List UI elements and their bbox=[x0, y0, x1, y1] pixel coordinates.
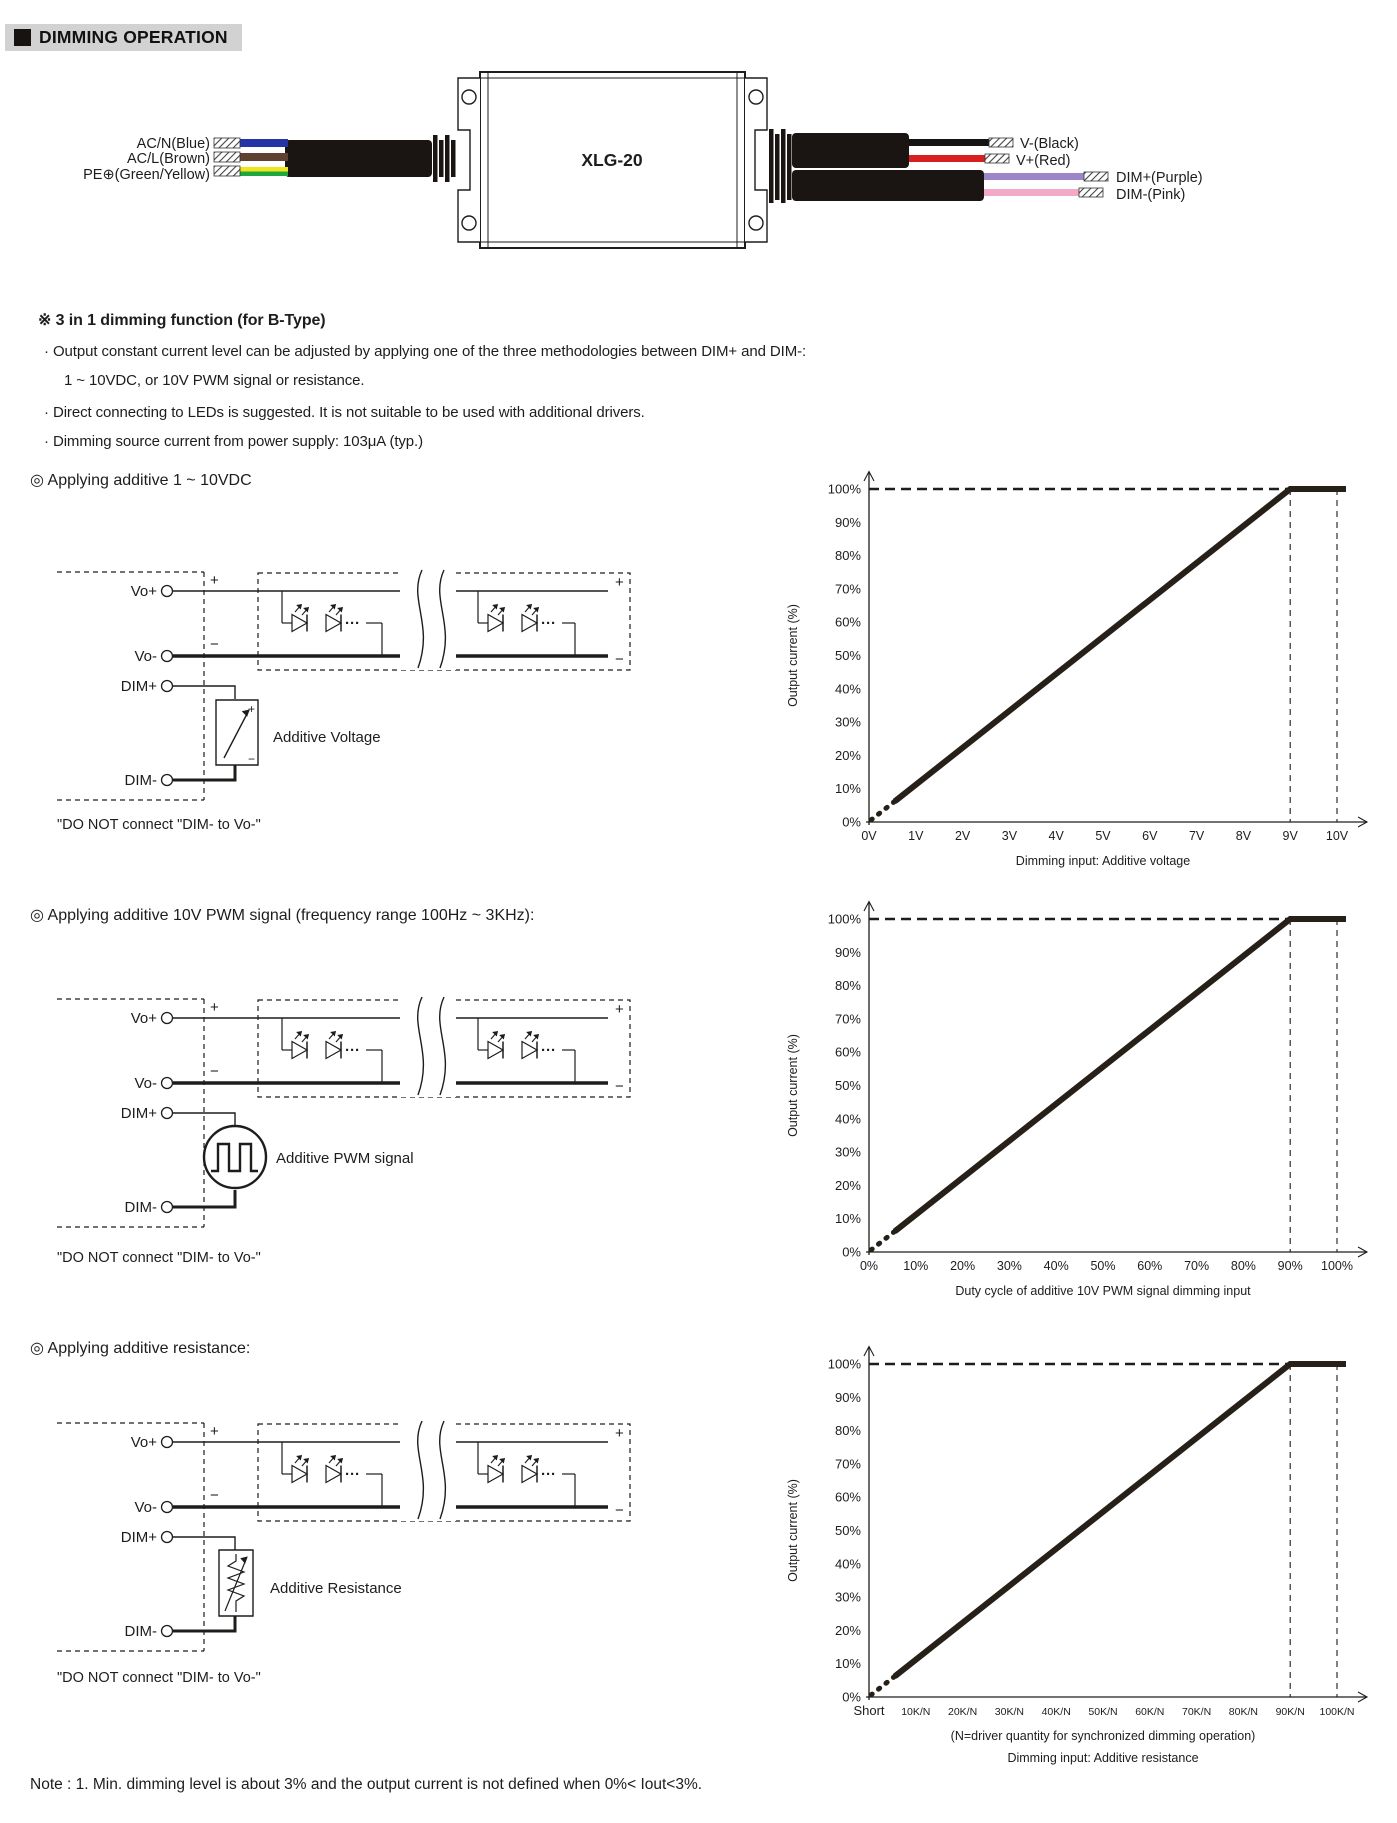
section-heading-additive-resistance: ◎ Applying additive resistance: bbox=[30, 1340, 251, 1357]
svg-text:+: + bbox=[210, 999, 219, 1016]
svg-text:30%: 30% bbox=[834, 1589, 861, 1605]
wire-v-plus-red bbox=[909, 155, 985, 162]
svg-text:Vo-: Vo- bbox=[134, 1499, 157, 1516]
svg-text:80%: 80% bbox=[1230, 1259, 1256, 1273]
svg-text:40%: 40% bbox=[834, 681, 861, 697]
intro-bullet-1b: 1 ~ 10VDC, or 10V PWM signal or resistance. bbox=[64, 372, 365, 389]
svg-text:90%: 90% bbox=[834, 514, 861, 530]
svg-text:20%: 20% bbox=[950, 1259, 976, 1273]
svg-text:−: − bbox=[247, 752, 255, 766]
wire-pe-yellow bbox=[240, 167, 288, 172]
section-heading-additive-pwm: ◎ Applying additive 10V PWM signal (frequency range 100Hz ~ 3KHz): bbox=[30, 907, 535, 924]
wire-pe-green bbox=[240, 172, 288, 177]
intro-bullet-1: · Output constant current level can be adjusted by applying one of the three methodologies between DIM+ and DIM-: bbox=[44, 343, 807, 360]
svg-text:DIM+: DIM+ bbox=[120, 1105, 157, 1122]
svg-text:0%: 0% bbox=[842, 1689, 861, 1705]
svg-text:Output current (%): Output current (%) bbox=[786, 1034, 800, 1137]
label-ac-n: AC/N(Blue) bbox=[136, 136, 210, 152]
svg-text:Additive Resistance: Additive Resistance bbox=[270, 1580, 402, 1597]
warning-additive-voltage: "DO NOT connect "DIM- to Vo-" bbox=[57, 817, 261, 833]
svg-text:100%: 100% bbox=[827, 911, 861, 927]
wire-ac-n-blue bbox=[240, 139, 288, 147]
input-cable bbox=[83, 135, 455, 183]
svg-text:3V: 3V bbox=[1001, 829, 1018, 843]
svg-text:70%: 70% bbox=[834, 1456, 861, 1472]
label-ac-l: AC/L(Brown) bbox=[127, 151, 210, 167]
chart-additive-resistance bbox=[700, 1335, 1390, 1795]
svg-text:0%: 0% bbox=[859, 1259, 879, 1273]
bottom-note: Note : 1. Min. dimming level is about 3% and the output current is not defined when 0%< Iout<3%. bbox=[30, 1776, 703, 1793]
svg-text:Vo-: Vo- bbox=[134, 648, 157, 665]
svg-text:9V: 9V bbox=[1282, 829, 1298, 843]
circuit-diagram-additive-pwm bbox=[30, 987, 690, 1237]
svg-text:Dimming input: Additive voltag: Dimming input: Additive voltage bbox=[1015, 854, 1191, 868]
svg-text:40%: 40% bbox=[1043, 1259, 1069, 1273]
label-v-minus: V-(Black) bbox=[1020, 136, 1079, 152]
wire-dim-plus-purple bbox=[984, 173, 1084, 180]
svg-text:90%: 90% bbox=[834, 944, 861, 960]
svg-text:30%: 30% bbox=[834, 1144, 861, 1160]
svg-text:Short: Short bbox=[853, 1703, 885, 1718]
svg-text:10%: 10% bbox=[834, 1211, 861, 1227]
svg-text:70K/N: 70K/N bbox=[1182, 1706, 1212, 1718]
svg-text:···: ··· bbox=[345, 1042, 360, 1059]
svg-text:0V: 0V bbox=[861, 829, 877, 843]
intro-bullet-3: · Dimming source current from power supply: 103μA (typ.) bbox=[44, 433, 424, 450]
svg-text:20%: 20% bbox=[834, 1177, 861, 1193]
chart-additive-voltage bbox=[700, 460, 1390, 890]
svg-text:6V: 6V bbox=[1142, 829, 1158, 843]
warning-additive-pwm: "DO NOT connect "DIM- to Vo-" bbox=[57, 1250, 261, 1266]
label-dim-plus: DIM+(Purple) bbox=[1116, 170, 1203, 186]
circuit-diagram-additive-voltage bbox=[30, 560, 690, 810]
svg-text:80%: 80% bbox=[834, 978, 861, 994]
svg-text:10%: 10% bbox=[834, 1656, 861, 1672]
wiring-diagram bbox=[0, 55, 1397, 273]
svg-text:DIM+: DIM+ bbox=[120, 1529, 157, 1546]
page-title: DIMMING OPERATION bbox=[39, 27, 228, 47]
svg-text:−: − bbox=[210, 1487, 219, 1504]
svg-text:−: − bbox=[210, 636, 219, 653]
strain-relief-right bbox=[769, 129, 792, 203]
svg-text:+: + bbox=[247, 702, 255, 716]
dimming-function-heading: ※ 3 in 1 dimming function (for B-Type) bbox=[38, 312, 326, 329]
svg-text:40%: 40% bbox=[834, 1111, 861, 1127]
svg-text:7V: 7V bbox=[1188, 829, 1205, 843]
svg-text:100K/N: 100K/N bbox=[1319, 1706, 1355, 1718]
svg-text:20%: 20% bbox=[834, 1622, 861, 1638]
mounting-ear-right bbox=[745, 78, 767, 242]
chart-additive-pwm bbox=[700, 890, 1390, 1320]
svg-text:70%: 70% bbox=[834, 1011, 861, 1027]
svg-text:30K/N: 30K/N bbox=[994, 1706, 1024, 1718]
svg-text:10%: 10% bbox=[903, 1259, 929, 1273]
svg-text:···: ··· bbox=[541, 1466, 556, 1483]
svg-text:Vo+: Vo+ bbox=[130, 583, 157, 600]
svg-text:70%: 70% bbox=[834, 581, 861, 597]
svg-text:Additive PWM signal: Additive PWM signal bbox=[276, 1150, 414, 1167]
wire-v-minus-black bbox=[909, 139, 989, 146]
svg-text:60%: 60% bbox=[834, 614, 861, 630]
svg-text:2V: 2V bbox=[954, 829, 971, 843]
svg-text:20%: 20% bbox=[834, 747, 861, 763]
svg-text:···: ··· bbox=[345, 1466, 360, 1483]
svg-text:DIM-: DIM- bbox=[124, 772, 157, 789]
mounting-ear-left bbox=[458, 78, 480, 242]
svg-text:−: − bbox=[615, 1078, 624, 1095]
output-cable-v bbox=[792, 133, 909, 168]
label-dim-minus: DIM-(Pink) bbox=[1116, 187, 1186, 203]
svg-text:Vo-: Vo- bbox=[134, 1075, 157, 1092]
intro-bullet-2: · Direct connecting to LEDs is suggested. It is not suitable to be used with additional drivers. bbox=[44, 404, 645, 421]
svg-text:+: + bbox=[615, 1425, 624, 1442]
svg-text:100%: 100% bbox=[1321, 1259, 1353, 1273]
svg-text:20K/N: 20K/N bbox=[948, 1706, 978, 1718]
strain-relief-left bbox=[433, 135, 456, 182]
svg-text:60K/N: 60K/N bbox=[1135, 1706, 1165, 1718]
svg-text:90%: 90% bbox=[834, 1389, 861, 1405]
svg-text:0%: 0% bbox=[842, 1244, 861, 1260]
svg-text:60%: 60% bbox=[1137, 1259, 1163, 1273]
svg-text:···: ··· bbox=[541, 615, 556, 632]
svg-text:4V: 4V bbox=[1048, 829, 1064, 843]
svg-text:100%: 100% bbox=[827, 1356, 861, 1372]
svg-text:50%: 50% bbox=[834, 1523, 861, 1538]
wire-ac-l-brown bbox=[240, 153, 288, 161]
wire-dim-minus-pink bbox=[984, 189, 1079, 196]
svg-text:−: − bbox=[615, 1502, 624, 1519]
svg-text:50K/N: 50K/N bbox=[1088, 1706, 1118, 1718]
output-cables bbox=[769, 129, 1203, 203]
svg-text:50%: 50% bbox=[834, 648, 861, 663]
output-cable-dim bbox=[792, 170, 984, 201]
svg-text:5V: 5V bbox=[1095, 829, 1111, 843]
svg-text:80%: 80% bbox=[834, 548, 861, 564]
svg-text:10V: 10V bbox=[1325, 829, 1349, 843]
page-header bbox=[5, 24, 242, 51]
driver-device bbox=[458, 72, 767, 248]
svg-text:40K/N: 40K/N bbox=[1041, 1706, 1071, 1718]
svg-text:···: ··· bbox=[345, 615, 360, 632]
svg-text:70%: 70% bbox=[1184, 1259, 1210, 1273]
svg-text:−: − bbox=[210, 1063, 219, 1080]
svg-text:Vo+: Vo+ bbox=[130, 1010, 157, 1027]
svg-text:40%: 40% bbox=[834, 1556, 861, 1572]
warning-additive-resistance: "DO NOT connect "DIM- to Vo-" bbox=[57, 1670, 261, 1686]
svg-text:50%: 50% bbox=[834, 1078, 861, 1093]
svg-text:10K/N: 10K/N bbox=[901, 1706, 931, 1718]
label-pe: PE⊕(Green/Yellow) bbox=[83, 167, 210, 183]
svg-text:Output current (%): Output current (%) bbox=[786, 1479, 800, 1582]
svg-text:90K/N: 90K/N bbox=[1275, 1706, 1305, 1718]
svg-text:Dimming input: Additive resist: Dimming input: Additive resistance bbox=[1007, 1751, 1199, 1765]
svg-text:−: − bbox=[615, 651, 624, 668]
svg-text:+: + bbox=[615, 1001, 624, 1018]
svg-text:90%: 90% bbox=[1277, 1259, 1303, 1273]
svg-text:10%: 10% bbox=[834, 781, 861, 797]
label-v-plus: V+(Red) bbox=[1016, 153, 1071, 169]
header-square-icon bbox=[14, 29, 31, 46]
svg-text:Additive Voltage: Additive Voltage bbox=[273, 729, 381, 746]
svg-text:Output current (%): Output current (%) bbox=[786, 604, 800, 707]
svg-text:(N=driver quantity for synchro: (N=driver quantity for synchronized dimming operation) bbox=[950, 1729, 1256, 1743]
svg-text:50%: 50% bbox=[1090, 1259, 1116, 1273]
device-model-label: XLG-20 bbox=[581, 150, 643, 170]
svg-text:30%: 30% bbox=[996, 1259, 1022, 1273]
svg-text:DIM-: DIM- bbox=[124, 1199, 157, 1216]
svg-text:Duty cycle of additive 10V PWM: Duty cycle of additive 10V PWM signal dimming input bbox=[955, 1284, 1251, 1298]
circuit-diagram-additive-resistance bbox=[30, 1411, 690, 1661]
svg-text:100%: 100% bbox=[827, 481, 861, 497]
svg-text:+: + bbox=[210, 1423, 219, 1440]
svg-text:8V: 8V bbox=[1235, 829, 1252, 843]
svg-text:+: + bbox=[210, 572, 219, 589]
svg-text:80%: 80% bbox=[834, 1423, 861, 1439]
svg-text:0%: 0% bbox=[842, 814, 861, 830]
svg-text:DIM+: DIM+ bbox=[120, 678, 157, 695]
svg-text:+: + bbox=[615, 574, 624, 591]
svg-text:30%: 30% bbox=[834, 714, 861, 730]
svg-text:DIM-: DIM- bbox=[124, 1623, 157, 1640]
svg-text:60%: 60% bbox=[834, 1044, 861, 1060]
section-heading-additive-voltage: ◎ Applying additive 1 ~ 10VDC bbox=[30, 472, 252, 489]
svg-text:60%: 60% bbox=[834, 1489, 861, 1505]
svg-text:1V: 1V bbox=[908, 829, 924, 843]
svg-text:···: ··· bbox=[541, 1042, 556, 1059]
svg-text:Vo+: Vo+ bbox=[130, 1434, 157, 1451]
svg-text:80K/N: 80K/N bbox=[1228, 1706, 1258, 1718]
